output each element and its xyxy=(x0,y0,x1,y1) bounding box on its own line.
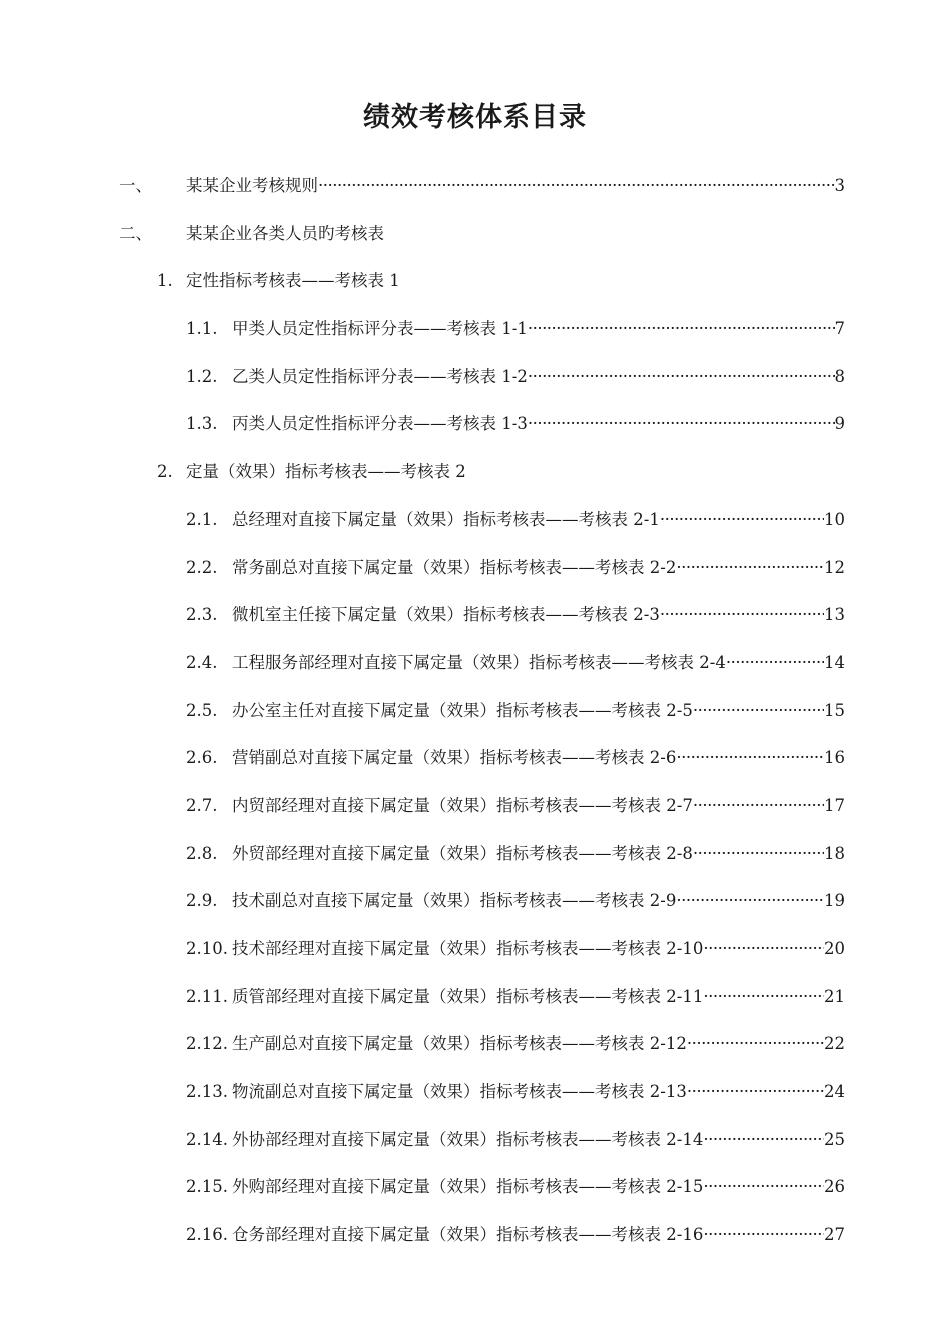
toc-entry-page: 15 xyxy=(824,700,845,720)
toc-leader-dots xyxy=(703,1167,824,1207)
toc-entry-title: 工程服务部经理对直接下属定量（效果）指标考核表——考核表 2-4 xyxy=(232,652,726,672)
toc-entry-12[interactable] xyxy=(0,691,950,739)
toc-entry-23[interactable] xyxy=(0,1215,950,1263)
toc-entry-number: 2.6. xyxy=(186,748,218,768)
toc-leader-dots xyxy=(726,643,824,683)
toc-entry-title: 内贸部经理对直接下属定量（效果）指标考核表——考核表 2-7 xyxy=(232,795,693,815)
toc-entry-11[interactable] xyxy=(0,643,950,691)
toc-entry-page: 16 xyxy=(824,748,845,768)
toc-entry-title: 质管部经理对直接下属定量（效果）指标考核表——考核表 2-11 xyxy=(232,986,704,1006)
toc-entry-page: 27 xyxy=(824,1225,845,1245)
toc-entry-page: 26 xyxy=(824,1177,845,1197)
toc-entry-page: 13 xyxy=(824,605,845,625)
toc-entry-number: 2. xyxy=(157,462,173,482)
toc-entry-16[interactable] xyxy=(0,881,950,929)
toc-leader-dots xyxy=(703,977,824,1017)
toc-entry-20[interactable] xyxy=(0,1072,950,1120)
toc-entry-6[interactable] xyxy=(0,404,950,452)
toc-entry-number: 2.13. xyxy=(186,1082,228,1102)
toc-leader-dots xyxy=(676,738,824,778)
toc-entry-title: 外贸部经理对直接下属定量（效果）指标考核表——考核表 2-8 xyxy=(232,843,693,863)
toc-leader-dots xyxy=(528,404,835,444)
toc-entry-title: 外购部经理对直接下属定量（效果）指标考核表——考核表 2-15 xyxy=(232,1177,704,1197)
toc-entry-title: 定量（效果）指标考核表——考核表 2 xyxy=(186,462,466,482)
toc-entry-title: 微机室主任接下属定量（效果）指标考核表——考核表 2-3 xyxy=(232,605,660,625)
toc-leader-dots xyxy=(703,1215,824,1255)
toc-entry-title: 某某企业考核规则 xyxy=(186,176,318,195)
toc-leader-dots xyxy=(318,166,835,206)
toc-leader-dots xyxy=(660,595,824,635)
toc-entry-title: 技术部经理对直接下属定量（效果）指标考核表——考核表 2-10 xyxy=(232,939,704,958)
toc-leader-dots xyxy=(528,357,835,397)
toc-entry-page: 14 xyxy=(824,652,845,672)
toc-entry-number: 2.12. xyxy=(186,1034,228,1054)
toc-entry-title: 物流副总对直接下属定量（效果）指标考核表——考核表 2-13 xyxy=(232,1082,687,1102)
toc-entry-title: 办公室主任对直接下属定量（效果）指标考核表——考核表 2-5 xyxy=(232,700,693,720)
toc-entry-title: 仓务部经理对直接下属定量（效果）指标考核表——考核表 2-16 xyxy=(232,1225,704,1245)
toc-entry-title: 生产副总对直接下属定量（效果）指标考核表——考核表 2-12 xyxy=(232,1034,687,1054)
toc-entry-number: 1. xyxy=(157,271,173,291)
toc-leader-dots xyxy=(528,309,835,349)
toc-entry-title: 总经理对直接下属定量（效果）指标考核表——考核表 2-1 xyxy=(232,509,660,529)
toc-entry-number: 1.3. xyxy=(186,414,218,434)
toc-entry-page: 8 xyxy=(834,366,845,386)
toc-entry-9[interactable] xyxy=(0,548,950,596)
toc-entry-8[interactable] xyxy=(0,500,950,548)
toc-entry-7[interactable] xyxy=(0,452,950,500)
toc-entry-title: 营销副总对直接下属定量（效果）指标考核表——考核表 2-6 xyxy=(232,748,677,768)
toc-entry-18[interactable] xyxy=(0,977,950,1025)
toc-leader-dots xyxy=(693,786,824,826)
toc-entry-number: 2.3. xyxy=(186,605,218,625)
toc-entry-number: 2.11. xyxy=(186,986,228,1006)
toc-entry-page: 21 xyxy=(824,986,845,1006)
toc-entry-1[interactable] xyxy=(0,166,950,214)
toc-entry-page: 3 xyxy=(834,176,845,195)
table-of-contents xyxy=(0,166,950,1263)
toc-entry-number: 2.10. xyxy=(186,939,228,958)
toc-entry-number: 2.7. xyxy=(186,795,218,815)
toc-leader-dots xyxy=(703,1120,824,1160)
toc-leader-dots xyxy=(676,548,824,588)
toc-leader-dots xyxy=(693,834,824,874)
toc-entry-page: 25 xyxy=(824,1129,845,1149)
toc-leader-dots xyxy=(693,691,824,731)
toc-entry-13[interactable] xyxy=(0,738,950,786)
toc-entry-page: 22 xyxy=(824,1034,845,1054)
toc-entry-number: 2.8. xyxy=(186,843,218,863)
toc-entry-title: 外协部经理对直接下属定量（效果）指标考核表——考核表 2-14 xyxy=(232,1129,704,1149)
toc-entry-title: 甲类人员定性指标评分表——考核表 1-1 xyxy=(232,319,528,339)
toc-entry-number: 2.4. xyxy=(186,652,218,672)
toc-entry-number: 2.15. xyxy=(186,1177,228,1197)
toc-entry-number: 2.2. xyxy=(186,557,218,577)
toc-entry-title: 某某企业各类人员旳考核表 xyxy=(186,223,384,243)
toc-entry-number: 一、 xyxy=(119,176,152,195)
toc-entry-22[interactable] xyxy=(0,1167,950,1215)
toc-entry-number: 2.14. xyxy=(186,1129,228,1149)
toc-leader-dots xyxy=(660,500,824,540)
toc-entry-10[interactable] xyxy=(0,595,950,643)
toc-entry-number: 1.2. xyxy=(186,366,218,386)
toc-entry-17[interactable] xyxy=(0,929,950,977)
toc-entry-21[interactable] xyxy=(0,1120,950,1168)
toc-entry-page: 12 xyxy=(824,557,845,577)
toc-entry-page: 20 xyxy=(824,939,845,958)
toc-leader-dots xyxy=(687,1024,824,1064)
toc-entry-title: 丙类人员定性指标评分表——考核表 1-3 xyxy=(232,414,528,434)
toc-entry-number: 2.9. xyxy=(186,891,218,911)
toc-entry-page: 17 xyxy=(824,795,845,815)
toc-leader-dots xyxy=(687,1072,824,1112)
toc-entry-page: 19 xyxy=(824,891,845,911)
toc-leader-dots xyxy=(703,929,824,969)
toc-entry-3[interactable] xyxy=(0,261,950,309)
toc-entry-2[interactable] xyxy=(0,214,950,262)
toc-entry-page: 18 xyxy=(824,843,845,863)
toc-entry-page: 24 xyxy=(824,1082,845,1102)
toc-entry-page: 10 xyxy=(824,509,845,529)
toc-entry-number: 2.5. xyxy=(186,700,218,720)
toc-entry-number: 二、 xyxy=(119,223,152,243)
toc-entry-title: 定性指标考核表——考核表 1 xyxy=(186,271,400,291)
toc-entry-page: 7 xyxy=(834,319,845,339)
toc-entry-title: 技术副总对直接下属定量（效果）指标考核表——考核表 2-9 xyxy=(232,891,677,911)
toc-entry-number: 2.16. xyxy=(186,1225,228,1245)
toc-entry-14[interactable] xyxy=(0,786,950,834)
toc-entry-number: 2.1. xyxy=(186,509,218,529)
toc-leader-dots xyxy=(676,881,824,921)
toc-entry-title: 常务副总对直接下属定量（效果）指标考核表——考核表 2-2 xyxy=(232,557,677,577)
toc-entry-number: 1.1. xyxy=(186,319,218,339)
toc-entry-page: 9 xyxy=(834,414,845,434)
toc-entry-5[interactable] xyxy=(0,357,950,405)
toc-entry-4[interactable] xyxy=(0,309,950,357)
toc-entry-title: 乙类人员定性指标评分表——考核表 1-2 xyxy=(232,366,528,386)
toc-entry-19[interactable] xyxy=(0,1024,950,1072)
toc-entry-15[interactable] xyxy=(0,834,950,882)
document-title: 绩效考核体系目录 xyxy=(363,102,587,133)
